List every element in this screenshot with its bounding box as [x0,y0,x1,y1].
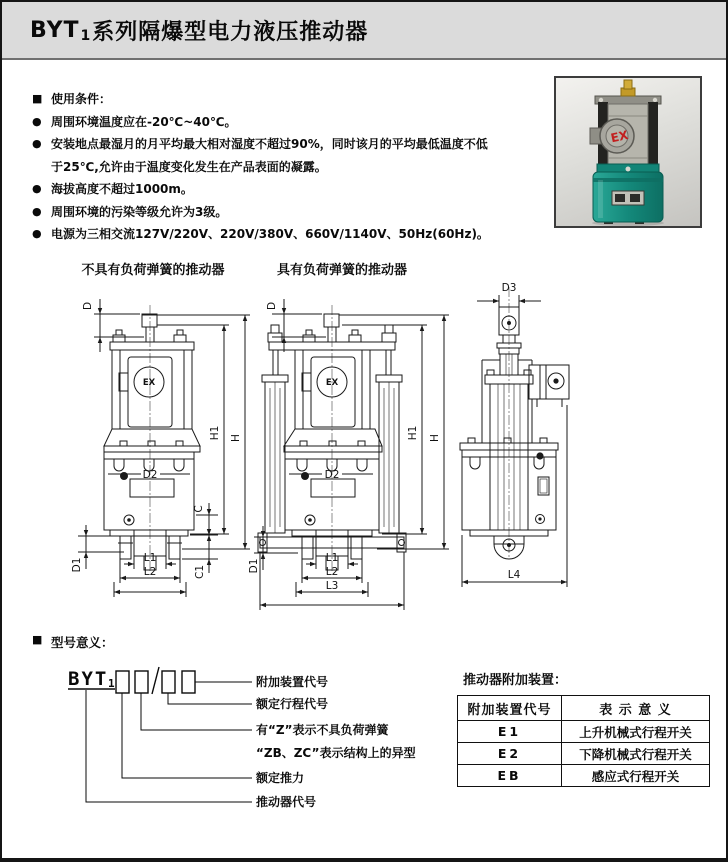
conditions-heading: ■ 使用条件： [32,88,552,111]
cell-meaning: 感应式行程开关 [562,765,710,787]
bullet-icon: ● [32,137,42,150]
bullet-icon: ● [32,204,42,218]
dim-label-c1: C1 [194,564,206,580]
dim-label-h1: H1 [209,425,221,441]
photo-ex-label: EX [609,128,630,146]
dim-label-l4: L4 [507,569,521,581]
dim-label-c: C [193,505,205,513]
model-label-rated-thrust: 额定推力 [256,771,305,785]
model-label-z-note: 有“Z”表示不具负荷弹簧 [256,723,389,737]
model-meaning-heading: ■ 型号意义： [32,633,114,650]
table-row [458,765,710,787]
title-suffix: 系列隔爆型电力液压推动器 [92,19,369,45]
model-code-subscript: 1 [108,677,115,690]
model-code-box [182,671,195,693]
section-marker-icon: ■ [32,633,43,646]
condition-item: ● 海拔高度不超过1000m。 [32,178,552,201]
drawing-left-ex-label: EX [142,378,156,388]
dim-label-l3: L3 [325,580,339,592]
model-code-box [135,671,148,693]
dim-label-l2: L2 [143,566,157,578]
model-label-accessory-code: 附加装置代号 [256,675,329,689]
cell-code: E2 [458,743,562,765]
usage-conditions-section [32,88,552,246]
dim-label-d2: D2 [142,469,158,481]
drawing-middle [248,262,449,610]
page-title [2,2,726,60]
dim-label-l1: L1 [325,552,339,564]
section-marker-icon: ■ [32,92,43,105]
accessories-title: 推动器附加装置： [463,673,568,688]
drawing-left-title: 不具有负荷弹簧的推动器 [81,263,225,278]
dim-label-h1: H1 [407,425,419,441]
model-leader-lines [86,682,252,802]
drawing-right [460,282,569,587]
dim-label-h: H [230,434,242,442]
cell-meaning: 下降机械式行程开关 [562,743,710,765]
model-code-box [162,671,175,693]
dim-label-d2: D2 [324,469,340,481]
drawing-middle-title: 具有负荷弹簧的推动器 [276,263,408,278]
dim-label-d: D [266,301,278,311]
condition-item: ● 电源为三相交流127V/220V、220V/380V、660V/1140V、50Hz(60Hz)。 [32,223,552,246]
table-header-row [458,696,710,721]
dim-label-d1: D1 [248,558,260,574]
dim-label-d3: D3 [501,282,517,294]
model-code-prefix: BYT [68,668,109,690]
bullet-icon: ● [32,182,42,195]
model-label-thruster-code: 推动器代号 [256,795,317,809]
bullet-icon: ● [32,114,42,128]
dim-label-d1: D1 [71,557,83,573]
table-row [458,743,710,765]
dim-label-l2: L2 [325,566,339,578]
product-photo [554,76,702,228]
table-row [458,721,710,743]
cell-code: E1 [458,721,562,743]
header-accessory-code: 附加装置代号 [458,696,562,721]
title-prefix: BYT [30,17,80,43]
condition-item: ● 周围环境温度应在-20℃~40℃。 [32,111,552,134]
header-meaning: 表 示 意 义 [562,696,710,721]
cell-meaning: 上升机械式行程开关 [562,721,710,743]
accessories-table [457,695,710,787]
dim-label-l1: L1 [143,552,157,564]
dim-label-h: H [429,434,441,442]
condition-item: ● 周围环境的污染等级允许为3级。 [32,201,552,224]
drawing-left [71,262,250,597]
bullet-icon: ● [32,227,42,240]
title-subscript: 1 [80,28,92,44]
drawing-middle-ex-label: EX [325,378,339,388]
dim-label-d: D [82,301,94,311]
accessories-section [457,669,709,787]
thruster-photo-illustration [556,78,700,226]
cell-code: EB [458,765,562,787]
technical-drawings [32,257,692,635]
model-code-diagram [32,654,452,814]
condition-item-continuation: 于25℃,允许由于温度变化发生在产品表面的凝露。 [51,159,327,174]
model-code-box [116,671,129,693]
model-label-zbzc-note: “ZB、ZC”表示结构上的异型 [256,746,416,760]
condition-item: ● 安装地点最湿月的月平均最大相对湿度不超过90%，同时该月的平均最低温度不低 [32,133,552,156]
model-label-stroke-code: 额定行程代号 [256,697,329,711]
model-code [68,667,195,694]
